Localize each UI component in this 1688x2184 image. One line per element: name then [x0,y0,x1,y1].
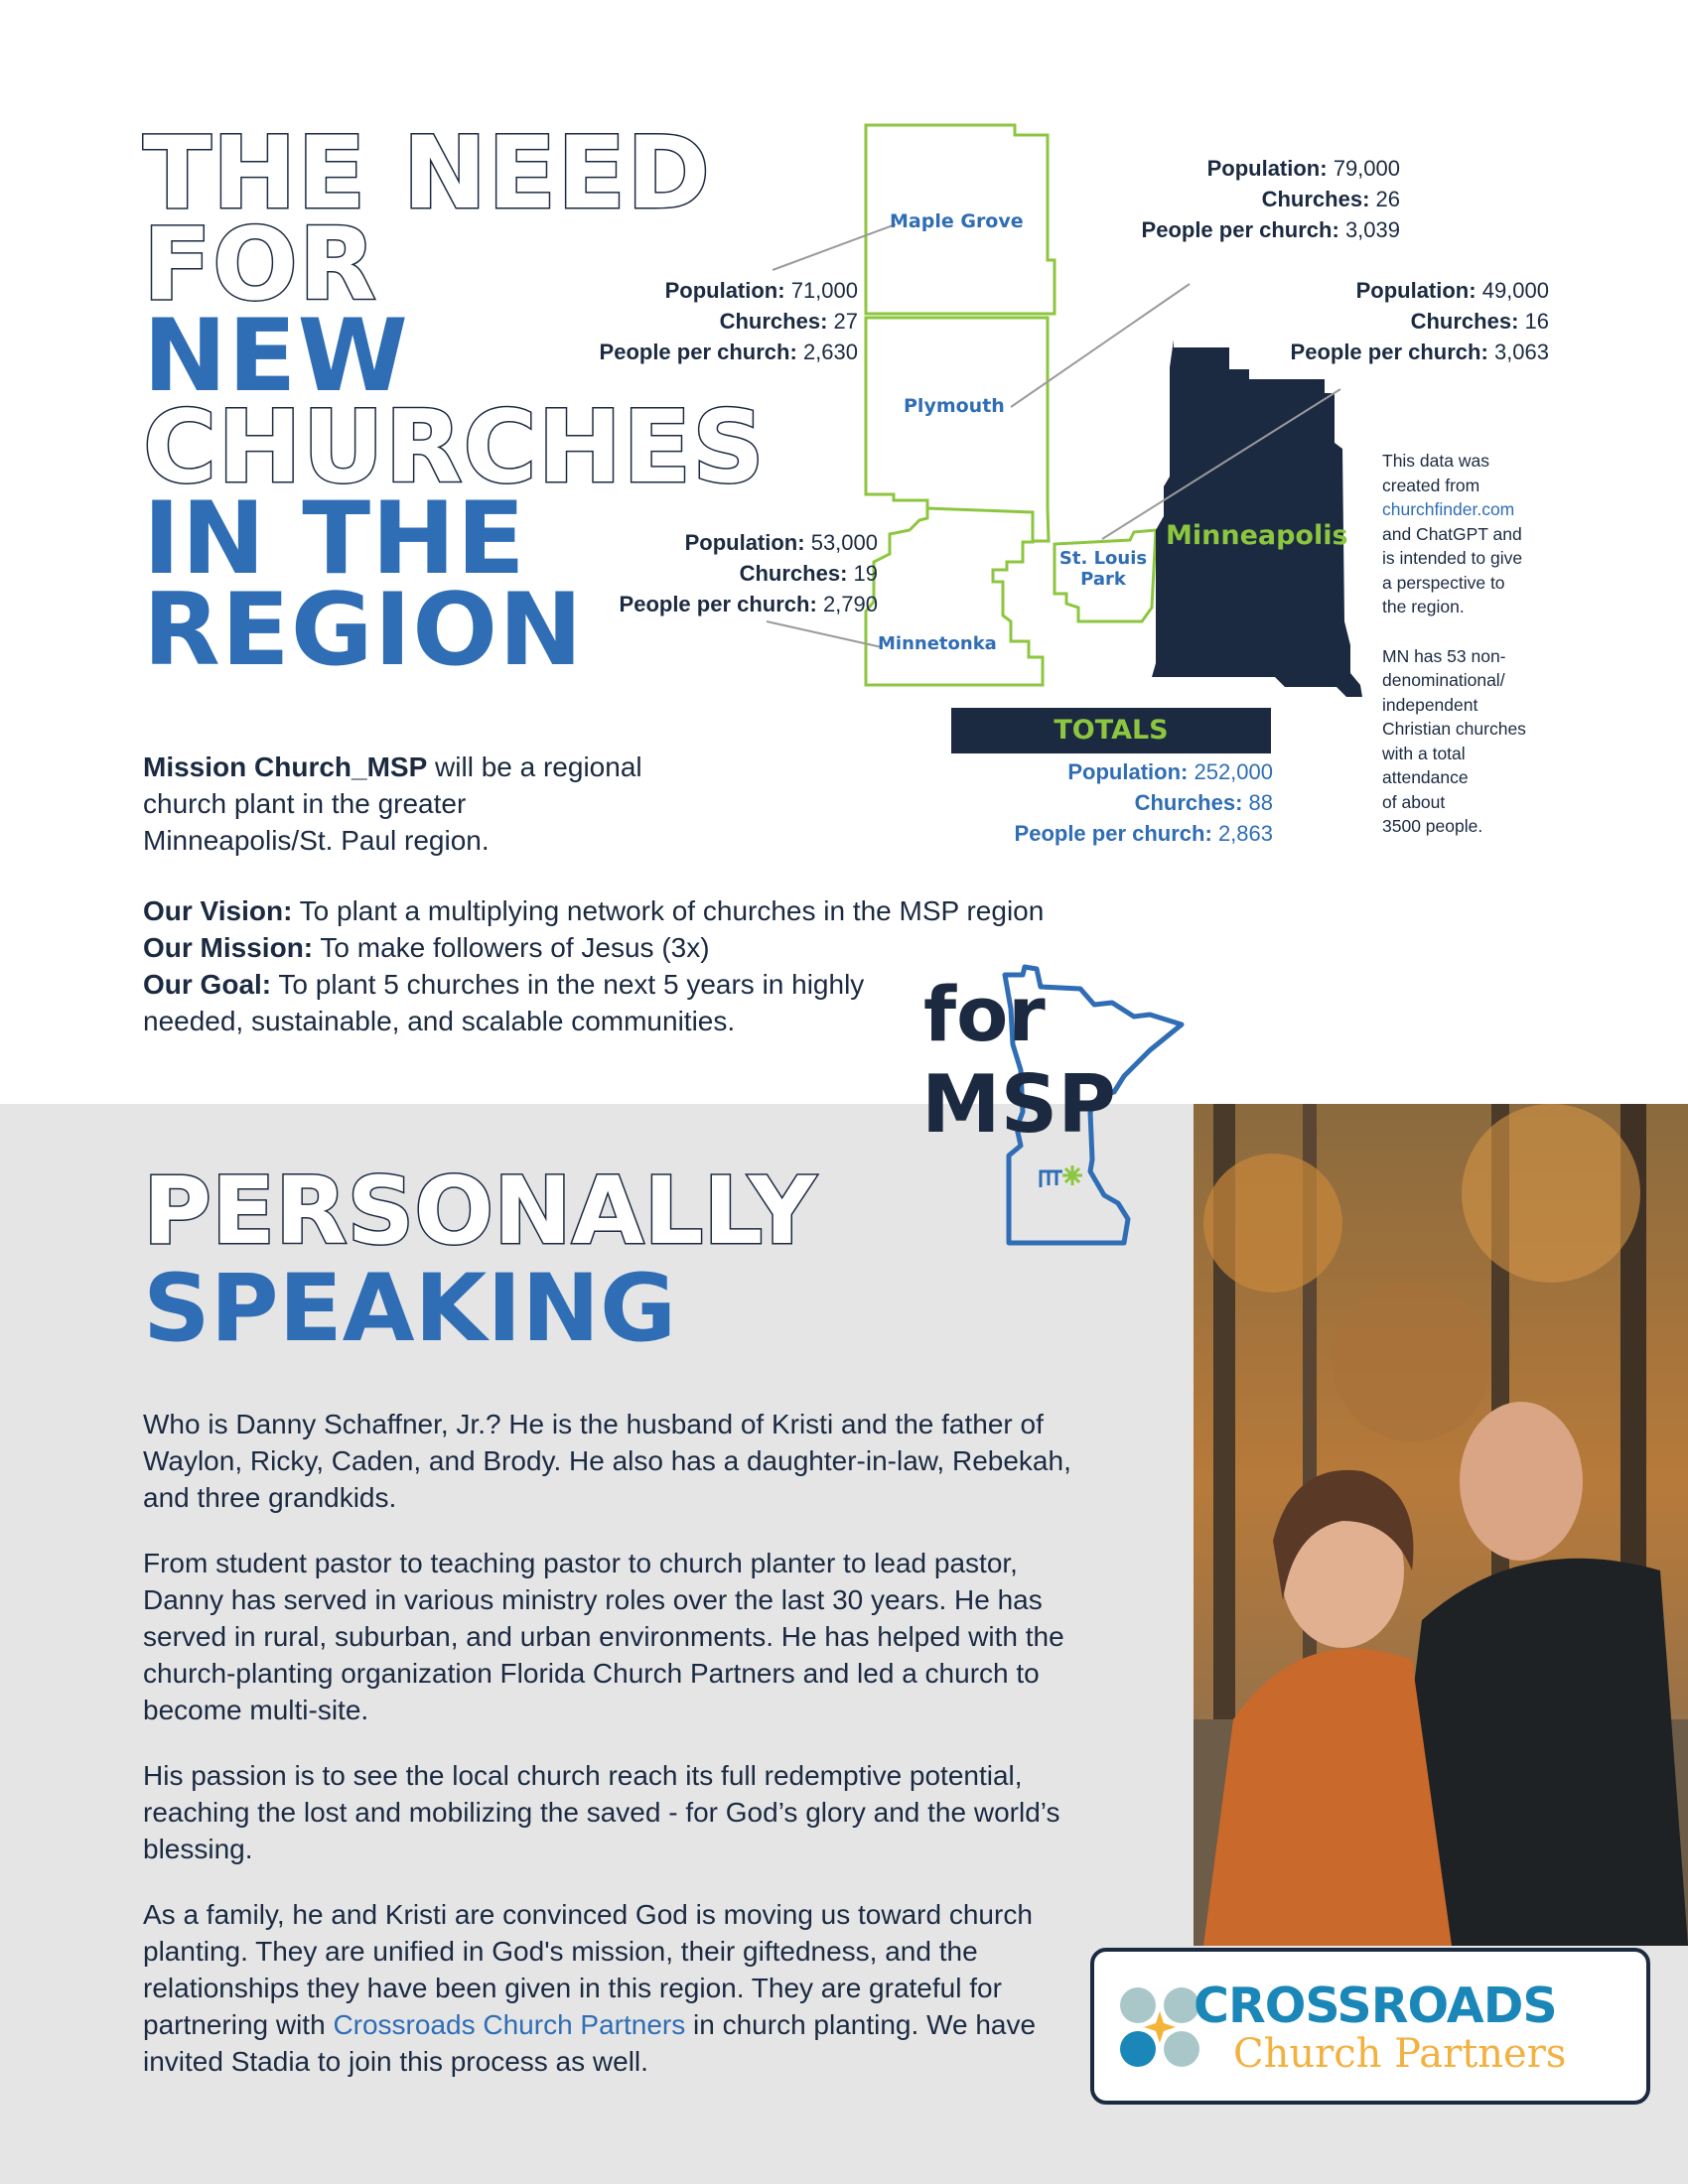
note-line: 3500 people. [1382,816,1483,836]
totals-value: 252,000 [1194,759,1273,784]
headline-line-5: IN THE [143,479,526,597]
stat-label: People per church: [1290,340,1488,364]
stat-label: Churches: [719,309,828,334]
note-line: with a total [1382,743,1466,763]
note-line: denominational/ [1382,670,1505,690]
stat-value: 16 [1524,309,1549,334]
stat-label: Churches: [739,561,848,586]
note-spacer [1382,619,1611,644]
stat-label: People per church: [599,340,797,364]
totals-label: Churches: [1134,790,1243,815]
bio-paragraph-4 [143,1896,1096,2080]
totals-label: Population: [1067,759,1189,784]
headline-line-4: CHURCHES [143,388,766,505]
stat-value: 49,000 [1481,278,1549,303]
note-line: Christian churches [1382,719,1526,739]
statement-label: Our Goal: [143,969,272,1000]
heading-line-1: PERSONALLY [143,1158,816,1266]
data-note [1382,449,1611,839]
stat-value: 26 [1375,187,1400,211]
bio-paragraph-3: His passion is to see the local church reach its full redemptive potential, reaching the lost and mobilizing the saved - for God’s glory and the world’s blessing. [143,1760,1060,1864]
note-line: and ChatGPT and [1382,523,1522,544]
plymouth-area [866,318,1049,541]
for-msp-logo-bottom: MSP [921,1058,1116,1151]
stat-label: Population: [1355,278,1477,303]
note-line: the region. [1382,597,1465,616]
crossroads-logo [1090,1948,1650,2105]
stat-value: 27 [833,309,858,334]
note-line: independent [1382,694,1478,715]
star-icon [1062,1165,1082,1185]
statement-text: To plant 5 churches in the next 5 years in highly needed, sustainable, and scalable communities. [143,969,865,1036]
headline-line-2: FOR [143,205,377,323]
stats-minnetonka [620,527,878,619]
couple-photo [1194,1104,1688,1946]
city-label-minnetonka: Minnetonka [878,633,997,654]
statement-label: Our Mission: [143,932,314,963]
city-label-plymouth: Plymouth [904,395,1005,417]
intro-text: will be a regional church plant in the greater Minneapolis/St. Paul region. [143,751,642,856]
vision-statement [143,892,1176,929]
heading-line-2: SPEAKING [143,1255,677,1363]
note-line: a perspective to [1382,572,1505,593]
for-msp-logo-top: for [923,970,1046,1058]
crossroads-logo-line-2: Church Partners [1233,2031,1567,2077]
stat-value: 2,630 [802,340,858,364]
note-line: is intended to give [1382,548,1523,568]
totals-value: 88 [1248,790,1273,815]
stat-label: Churches: [1410,309,1519,334]
church-name: Mission Church_MSP [143,751,428,782]
totals-title: TOTALS [951,708,1271,753]
stat-label: People per church: [1141,217,1339,242]
totals-stats [894,756,1273,849]
note-line: MN has 53 non- [1382,645,1506,666]
stat-label: People per church: [619,592,817,616]
note-line: attendance [1382,767,1469,787]
stats-minneapolis [1291,275,1549,367]
bio-text: in church planting. We have invited Stadia to join this process as well. [143,2009,1037,2077]
totals-label: People per church: [1014,821,1212,846]
stat-label: Churches: [1261,187,1370,211]
headline-line-1: THE NEED [143,114,711,231]
headline-line-6: REGION [143,571,584,688]
crossroads-dots-icon [1116,1983,1205,2073]
bio-paragraph-1: Who is Danny Schaffner, Jr.? He is the husband of Kristi and the father of Waylon, Ricky, Caden, and Brody. He also has a daughter-in-law, Rebekah, and three grandkids. [143,1409,1071,1513]
city-label-st-louis-park [1056,548,1150,590]
stat-label: Population: [1206,156,1328,181]
city-label-st-louis-park-line-1: St. Louis [1058,548,1148,569]
stat-value: 71,000 [790,278,858,303]
goal-statement [143,966,917,1039]
totals-value: 2,863 [1217,821,1273,846]
couple-photo-illustration [1194,1104,1688,1946]
note-line: This data was [1382,451,1489,471]
statement-text: To plant a multiplying network of churches in the MSP region [292,895,1045,926]
minnetonka-area [866,508,1043,685]
bio-paragraph-2: From student pastor to teaching pastor to church planter to lead pastor, Danny has served in various ministry roles over the last 30 years. He has served in rural, suburban, and urban environments. He has helped with the church-planting organization Florida Church Partners and led a church to become multi-site. [143,1548,1064,1725]
stat-label: Population: [664,278,785,303]
stat-value: 19 [853,561,878,586]
personally-speaking-heading [143,1158,816,1363]
intro-paragraph [143,749,659,859]
headline-line-3: NEW [143,297,409,414]
crossroads-link[interactable]: Crossroads Church Partners [333,2009,686,2040]
for-msp-logo [914,961,1201,1259]
city-label-maple-grove: Maple Grove [890,210,1024,232]
stat-value: 53,000 [810,530,878,555]
stat-value: 3,063 [1493,340,1549,364]
churchfinder-link[interactable]: churchfinder.com [1382,499,1515,519]
statement-label: Our Vision: [143,895,293,926]
stat-value: 79,000 [1333,156,1400,181]
minneapolis-area [1152,340,1362,697]
city-marker-icon [1041,1171,1062,1187]
stats-maple-grove [600,275,858,367]
bio-text: As a family, he and Kristi are convinced God is moving us toward church planting. They are unified in God's mission, their giftedness, and the relationships they have been given in this region. They are grateful for partnering with [143,1899,1033,2040]
city-label-minneapolis: Minneapolis [1166,520,1348,551]
stat-label: Population: [684,530,805,555]
statement-text: To make followers of Jesus (3x) [313,932,710,963]
crossroads-logo-line-1: CROSSROADS [1194,1978,1557,2034]
note-line: created from [1382,475,1480,495]
city-label-st-louis-park-line-2: Park [1080,569,1126,590]
stat-value: 3,039 [1344,217,1400,242]
stat-value: 2,790 [822,592,878,616]
note-line: of about [1382,791,1446,812]
stats-plymouth [1142,153,1400,245]
